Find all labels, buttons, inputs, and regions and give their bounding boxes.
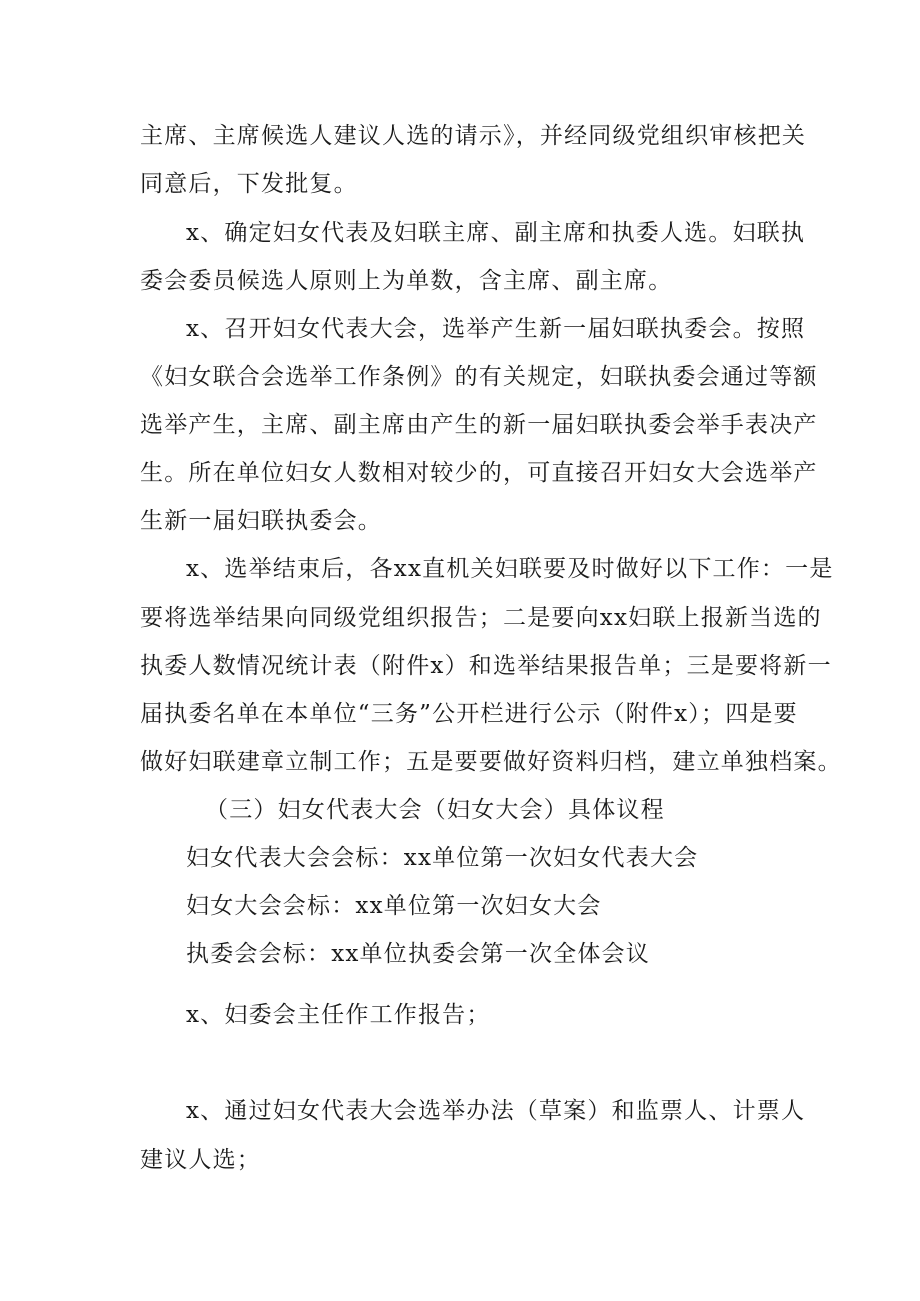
paragraph-line: 执委人数情况统计表（附件x）和选举结果报告单；三是要将新一 (140, 653, 832, 679)
agenda-item: x、妇委会主任作工作报告； (186, 1002, 491, 1028)
paragraph-line: 生新一届妇联执委会。 (140, 508, 382, 534)
paragraph-line: 《妇女联合会选举工作条例》的有关规定，妇联执委会通过等额 (140, 364, 818, 390)
conference-banner-line: 妇女大会会标：xx单位第一次妇女大会 (186, 893, 602, 919)
conference-banner-line: 执委会会标：xx单位执委会第一次全体会议 (186, 941, 650, 967)
paragraph-line: 委会委员候选人原则上为单数，含主席、副主席。 (140, 268, 673, 294)
agenda-item: x、通过妇女代表大会选举办法（草案）和监票人、计票人 (186, 1098, 806, 1124)
agenda-item: 建议人选； (140, 1147, 261, 1173)
paragraph-line: x、确定妇女代表及妇联主席、副主席和执委人选。妇联执 (186, 220, 806, 246)
paragraph-line: 选举产生，主席、副主席由产生的新一届妇联执委会举手表决产 (140, 412, 818, 438)
section-heading: （三）妇女代表大会（妇女大会）具体议程 (205, 797, 665, 823)
conference-banner-line: 妇女代表大会会标：xx单位第一次妇女代表大会 (186, 845, 699, 871)
paragraph-line: 做好妇联建章立制工作；五是要要做好资料归档，建立单独档案。 (140, 749, 842, 775)
paragraph-line: 要将选举结果向同级党组织报告；二是要向xx妇联上报新当选的 (140, 605, 822, 631)
paragraph-line: x、召开妇女代表大会，选举产生新一届妇联执委会。按照 (186, 316, 806, 342)
paragraph-line: 同意后，下发批复。 (140, 171, 358, 197)
paragraph-line: x、选举结束后，各xx直机关妇联要及时做好以下工作：一是 (186, 556, 834, 582)
paragraph-line: 主席、主席候选人建议人选的请示》，并经同级党组织审核把关 (140, 123, 807, 149)
paragraph-line: 生。所在单位妇女人数相对较少的，可直接召开妇女大会选举产 (140, 460, 818, 486)
paragraph-line: 届执委名单在本单位“三务”公开栏进行公示（附件x）；四是要 (140, 701, 798, 727)
